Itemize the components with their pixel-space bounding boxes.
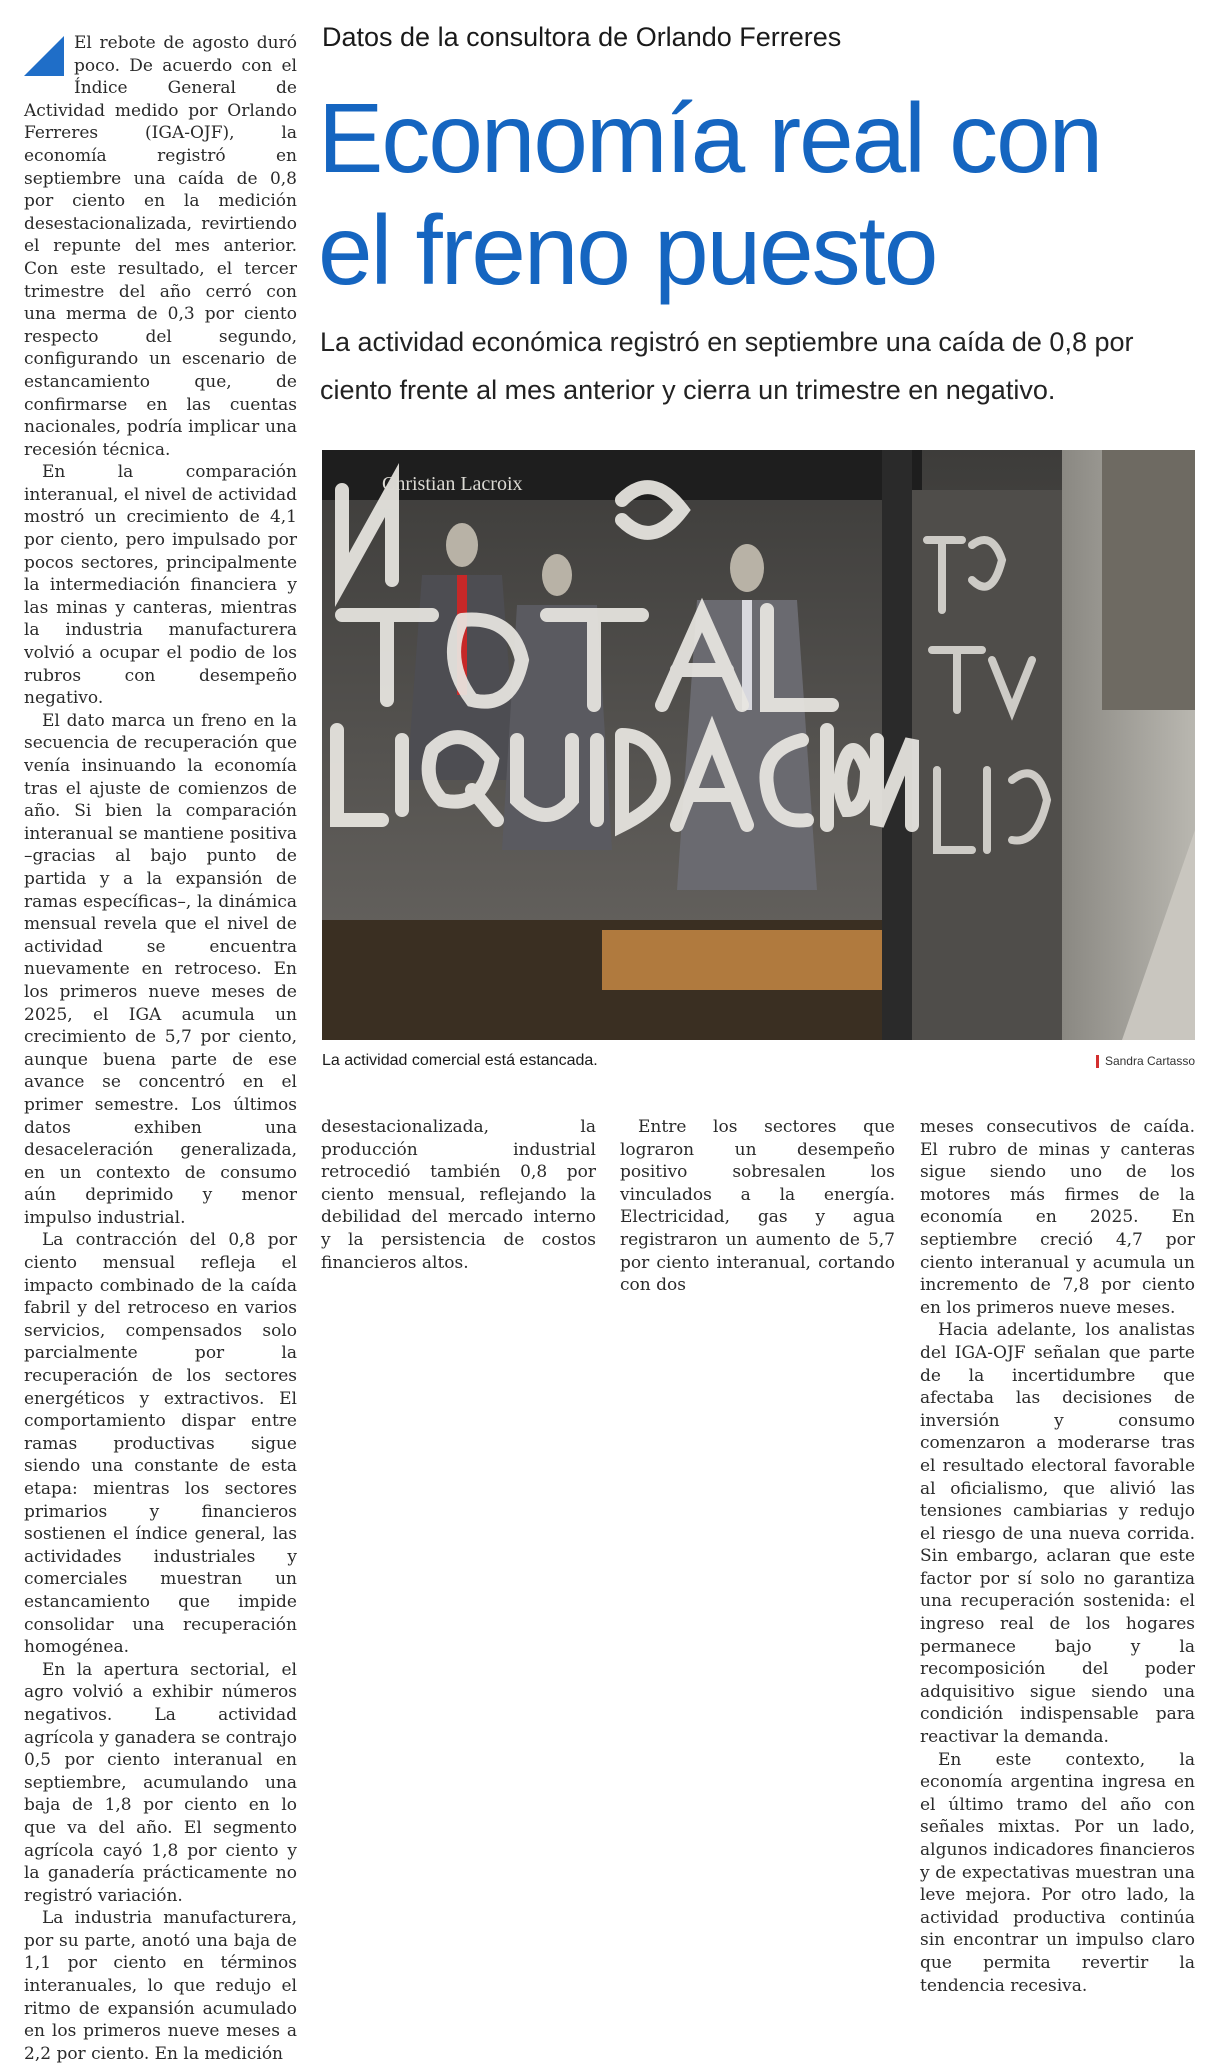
article-paragraph: En la apertura sectorial, el agro volvió a exhibir números negativos. La actividad agrícola y ganadera se contrajo 0,5 por ciento interanual en septiembre, acumulando una baja de 1,8 por ciento en lo que va del año. El segmento agrícola cayó 1,8 por ciento y la ganadería prácticamente no registró variación. [24,1659,297,1906]
right-window [912,490,1062,1040]
article-paragraph [24,32,297,461]
article-paragraph: En este contexto, la economía argentina ingresa en el último tramo del año con señales mixtas. Por un lado, algunos indicadores financieros y de expectativas muestran una leve mejora. Por otro lado, la actividad productiva continúa sin encontrar un impulso claro que permita revertir la tendencia recesiva. [920,1749,1195,1996]
article-headline: Economía real con el freno puesto [318,83,1102,305]
article-paragraph: Entre los sectores que lograron un desempeño positivo sobresalen los vinculados a la energía. Electricidad, gas y agua registraron un aumento de 5,7 por ciento interanual, cortando con dos [620,1117,895,1296]
storefront-photo-illustration [322,450,1195,1040]
article-paragraph: Hacia adelante, los analistas del IGA-OJF señalan que parte de la incertidumbre que afectaba las decisiones de inversión y consumo comenzaron a moderarse tras el resultado electoral favorable al oficialismo, que alivió las tensiones cambiarias y redujo el riesgo de una nueva corrida. Sin embargo, aclaran que este factor por sí solo no garantiza una recuperación sostenida: el ingreso real de los hogares permanece bajo y la recomposición del poder adquisitivo sigue siendo una condición indispensable para reactivar la demanda. [920,1320,1195,1748]
wood-counter [602,930,882,990]
article-kicker: Datos de la consultora de Orlando Ferreres [322,22,842,52]
photo-caption: La actividad comercial está estancada. [322,1052,598,1069]
photo-credit-text: Sandra Cartasso [1104,1054,1195,1068]
article-column-left [24,32,297,2065]
building-facade [1102,450,1195,710]
store-sign: Christian Lacroix [382,473,523,495]
article-paragraph: En la comparación interanual, el nivel de actividad mostró un crecimiento de 4,1 por ciento, pero impulsado por pocos sectores, principalmente la intermediación financiera y las minas y canteras, mientras la industria manufacturera volvió a ocupar el podio de los rubros con desempeño negativo. [24,462,297,709]
article-column-2 [321,1116,596,1274]
article-paragraph: desestacionalizada, la producción industrial retrocedió también 0,8 por ciento mensual, reflejando la debilidad del mercado interno y la persistencia de costos financieros altos. [321,1117,596,1273]
drop-cap-triangle-icon [24,36,64,76]
article-paragraph: El dato marca un freno en la secuencia de recuperación que venía insinuando la economía tras el ajuste de comienzos de año. Si bien la comparación interanual se mantiene positiva –gracias al bajo punto de partida y a la expansión de ramas específicas–, la dinámica mensual revela que el nivel de actividad se encuentra nuevamente en retroceso. En los primeros nueve meses de 2025, el IGA acumula un crecimiento de 5,7 por ciento, aunque buena parte de ese avance se concentró en el primer semestre. Los últimos datos exhiben una desaceleración generalizada, en un contexto de consumo aún deprimido y menor impulso industrial. [24,710,297,1228]
paragraph-text: El rebote de agosto duró poco. De acuerdo con el Índice General de Actividad medido por Orlando Ferreres (IGA-OJF), la economía registró en septiembre una caída de 0,8 por ciento en la medición desestacionalizada, revirtiendo el repunte del mes anterior. Con este resultado, el tercer trimestre del año cerró con una merma de 0,3 por ciento respecto del segundo, configurando un escenario de estancamiento que, de confirmarse en las cuentas nacionales, podría implicar una recesión técnica. [24,33,297,460]
credit-bar-icon [1096,1055,1099,1068]
article-paragraph: La contracción del 0,8 por ciento mensual refleja el impacto combinado de la caída fabril y del retroceso en varios servicios, compensados solo parcialmente por la recuperación de los sectores energéticos y extractivos. El comportamiento dispar entre ramas productivas sigue siendo una constante de esta etapa: mientras los sectores primarios y financieros sostienen el índice general, las actividades industriales y comerciales muestran un estancamiento que impide consolidar una recuperación homogénea. [24,1230,297,1658]
article-column-4 [920,1116,1195,1997]
article-deck: La actividad económica registró en septiembre una caída de 0,8 por ciento frente al mes anterior y cierra un trimestre en negativo. [320,327,1134,405]
article-photo [322,450,1195,1040]
photo-credit [1096,1054,1195,1068]
article-paragraph: La industria manufacturera, por su parte, anotó una baja de 1,1 por ciento en términos interanuales, lo que redujo el ritmo de expansión acumulado en los primeros nueve meses a 2,2 por ciento. En la medición [24,1908,297,2064]
article-column-3 [620,1116,895,1297]
article-paragraph: meses consecutivos de caída. El rubro de minas y canteras sigue siendo uno de los motores más firmes de la economía en 2025. En septiembre creció 4,7 por ciento interanual y acumula un incremento de 7,8 por ciento en los primeros nueve meses. [920,1117,1195,1318]
